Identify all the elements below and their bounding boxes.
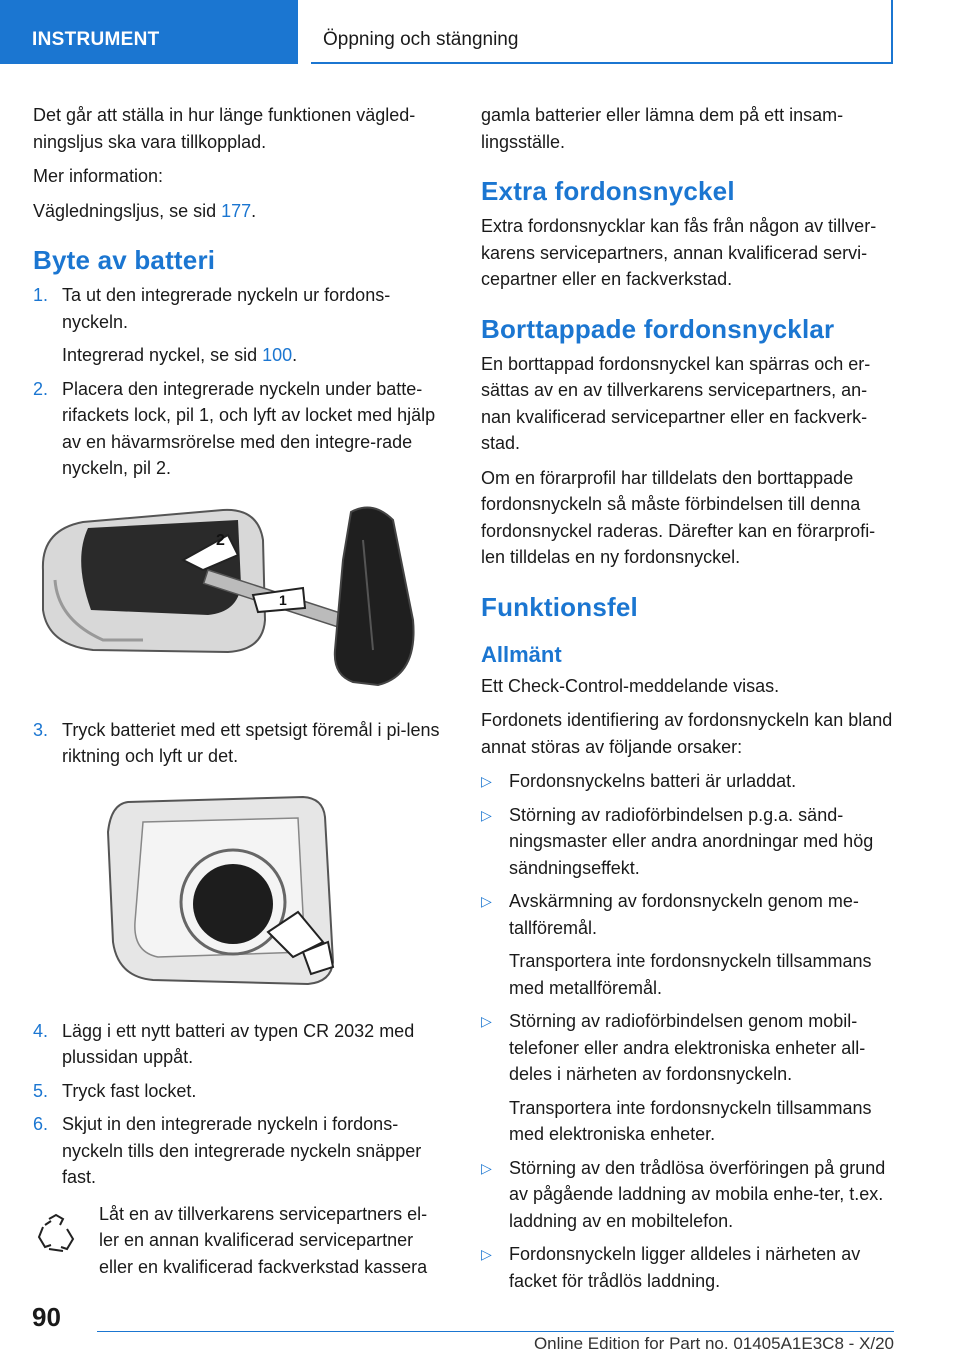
triangle-bullet-icon: ▷ bbox=[481, 1246, 492, 1262]
step-text: Placera den integrerade nyckeln under batte-rifackets lock, pil 1, och lyft av locket med hjälp av en hävarmsrörelse med den integre-rade nyckeln, pil 2. bbox=[62, 378, 436, 478]
step-number: 5. bbox=[33, 1080, 49, 1101]
list-item bbox=[481, 888, 895, 941]
continued-paragraph: gamla batterier eller lämna dem på ett insam-lingsställe. bbox=[481, 105, 844, 152]
left-column bbox=[33, 102, 441, 1280]
list-item-subnote: Transportera inte fordonsnyckeln tillsammans med elektroniska enheter. bbox=[509, 1097, 872, 1144]
step-item bbox=[33, 717, 441, 770]
check-control-paragraph: Ett Check-Control-meddelande visas. bbox=[481, 675, 780, 696]
step-item bbox=[33, 1018, 441, 1071]
list-item-text: Fordonsnyckeln ligger alldeles i närheten av facket för trådlös laddning. bbox=[509, 1244, 861, 1291]
page-link-177[interactable]: 177 bbox=[221, 200, 252, 221]
list-item-subnote: Transportera inte fordonsnyckeln tillsammans med metallföremål. bbox=[509, 951, 872, 998]
step-item bbox=[33, 282, 441, 335]
list-item bbox=[481, 1008, 895, 1088]
triangle-bullet-icon: ▷ bbox=[481, 806, 492, 823]
step-subnote bbox=[33, 342, 441, 369]
step-text: Tryck fast locket. bbox=[62, 1080, 197, 1101]
heading-extra-key: Extra fordonsnyckel bbox=[481, 176, 735, 206]
list-item bbox=[481, 768, 895, 795]
list-item bbox=[481, 1155, 895, 1235]
guide-light-reference bbox=[33, 198, 441, 225]
battery-removal-illustration bbox=[33, 792, 433, 992]
list-item-text: Störning av radioförbindelsen genom mobil-telefoner eller andra elektroniska enheter all-deles i närheten av fordonsnyckeln. bbox=[509, 1011, 866, 1084]
heading-lost-keys: Borttappade fordonsnycklar bbox=[481, 313, 835, 344]
recycling-note bbox=[33, 1201, 441, 1281]
step-item bbox=[33, 1111, 441, 1191]
more-info-label: Mer information: bbox=[33, 166, 164, 186]
heading-battery-change: Byte av batteri bbox=[33, 245, 216, 275]
arrow-label-1: 1 bbox=[279, 591, 287, 608]
triangle-bullet-icon: ▷ bbox=[481, 1159, 492, 1176]
note-text: Låt en av tillverkarens servicepartners el-ler en annan kvalificerad servicepartner eller en kvalificerad fackverkstad kassera bbox=[99, 1203, 428, 1277]
heading-general: Allmänt bbox=[481, 641, 562, 667]
heading-malfunction: Funktionsfel bbox=[481, 591, 638, 622]
step-item bbox=[33, 1078, 441, 1105]
list-item-text: Fordonsnyckelns batteri är urladdat. bbox=[509, 771, 797, 791]
step-text: Skjut in den integrerade nyckeln i fordons-nyckeln tills den integrerade nyckeln snäpper fast. bbox=[62, 1114, 422, 1187]
right-column bbox=[481, 102, 895, 1301]
step-number: 2. bbox=[33, 378, 49, 399]
triangle-bullet-icon: ▷ bbox=[481, 893, 492, 909]
list-item-text: Störning av radioförbindelsen p.g.a. sänd-ningsmaster eller andra anordningar med hög sändningseffekt. bbox=[509, 804, 874, 878]
triangle-bullet-icon: ▷ bbox=[481, 773, 492, 789]
step-item bbox=[33, 376, 441, 482]
reference-end: . bbox=[251, 200, 257, 221]
reference-text: Vägledningsljus, se sid bbox=[33, 200, 222, 221]
reference-text: Integrerad nyckel, se sid bbox=[62, 345, 263, 365]
extra-key-paragraph: Extra fordonsnycklar kan fås från någon av tillver-karens servicepartners, annan kvalificerad servi-cepartner eller en fackverkstad. bbox=[481, 216, 877, 289]
list-item-text: Avskärmning av fordonsnyckeln genom me-tallföremål. bbox=[509, 891, 859, 938]
step-number: 6. bbox=[33, 1114, 49, 1134]
identification-paragraph: Fordonets identifiering av fordonsnyckeln kan bland annat störas av följande orsaker: bbox=[481, 710, 893, 757]
footer-edition: Online Edition for Part no. 01405A1E3C8 - X/20 bbox=[533, 1334, 894, 1353]
header-chapter-title: Öppning och stängning bbox=[323, 29, 519, 50]
header-chapter-box bbox=[311, 0, 893, 64]
step-number: 4. bbox=[33, 1020, 49, 1041]
list-item-text: Störning av den trådlösa överföringen på grund av pågående laddning av mobila enhe-ter, t.ex. laddning av en mobiltelefon. bbox=[509, 1157, 886, 1231]
footer-divider bbox=[97, 1331, 894, 1332]
driver-profile-paragraph: Om en förarprofil har tilldelats den borttappade fordonsnyckeln så måste förbindelsen till denna fordonsnyckel raderas. Därefter kan en förarprofi-len tilldelas en ny fordonsnyckel. bbox=[481, 467, 876, 567]
list-item bbox=[481, 802, 895, 882]
intro-paragraph: Det går att ställa in hur länge funktionen vägled-ningsljus ska vara tillkopplad. bbox=[33, 105, 416, 152]
arrow-label-2: 2 bbox=[216, 531, 225, 549]
page-link-100[interactable]: 100 bbox=[262, 345, 293, 365]
step-text: Tryck batteriet med ett spetsigt föremål i pi-lens riktning och lyft ur det. bbox=[62, 719, 440, 766]
list-item bbox=[481, 1241, 895, 1294]
step-number: 1. bbox=[33, 285, 49, 305]
triangle-bullet-icon: ▷ bbox=[481, 1013, 492, 1029]
key-opening-illustration bbox=[33, 500, 433, 695]
recycling-icon bbox=[33, 1213, 79, 1255]
header-section-tab bbox=[0, 0, 298, 64]
step-text: Lägg i ett nytt batteri av typen CR 2032 med plussidan uppåt. bbox=[62, 1020, 415, 1067]
reference-end: . bbox=[292, 345, 298, 365]
header-section-title: INSTRUMENT bbox=[32, 29, 160, 50]
page-number: 90 bbox=[32, 1302, 61, 1332]
step-number: 3. bbox=[33, 719, 49, 740]
step-text: Ta ut den integrerade nyckeln ur fordons-nyckeln. bbox=[62, 285, 391, 332]
lost-keys-paragraph: En borttappad fordonsnyckel kan spärras och er-sättas av en av tillverkarens servicepartners, an-nan kvalificerad servicepartner eller en fackverk-stad. bbox=[481, 353, 871, 453]
